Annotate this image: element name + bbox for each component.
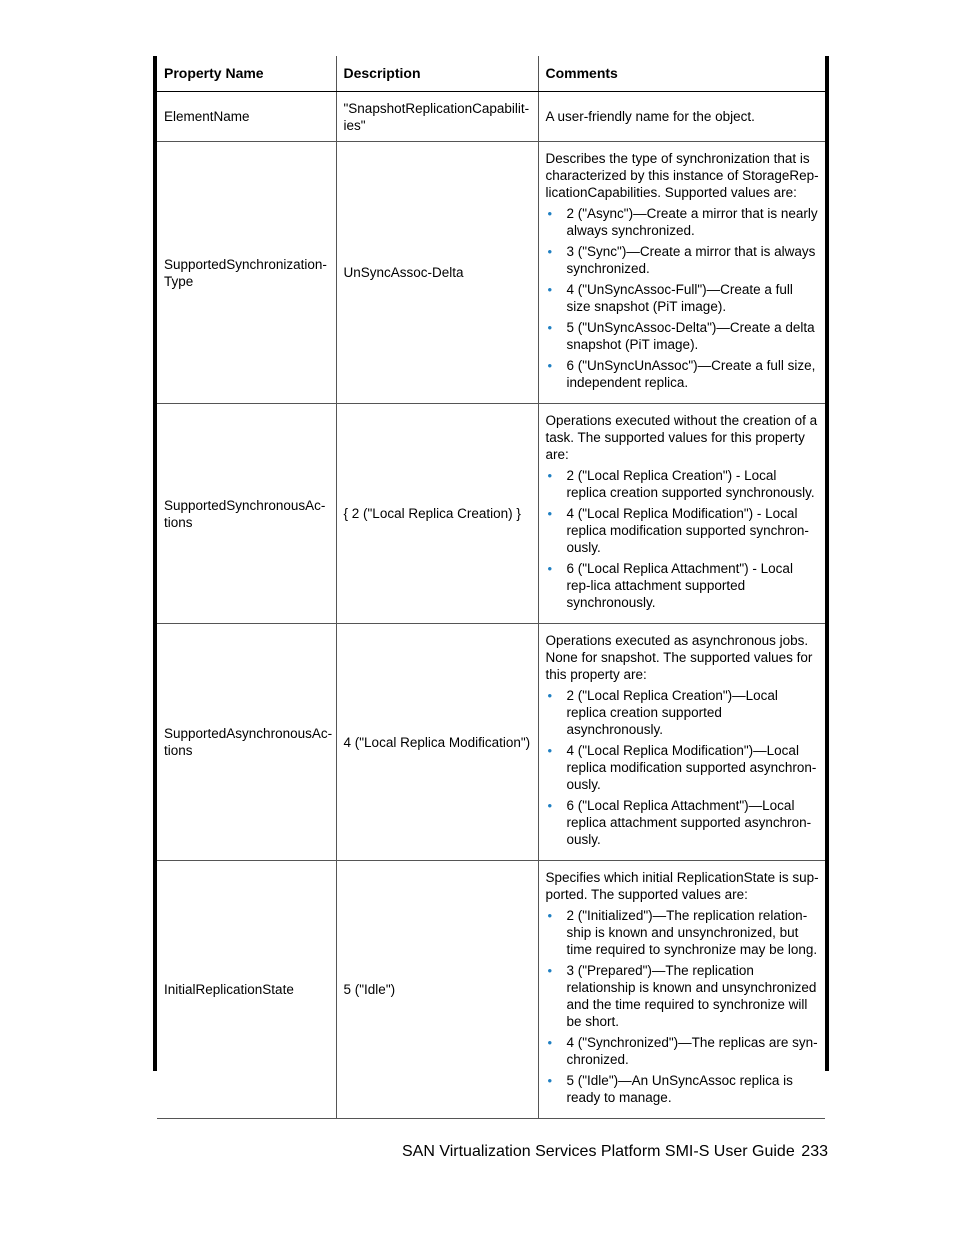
list-item-text: 6 ("UnSyncUnAssoc")—Create a full size, independent replica. bbox=[566, 358, 816, 390]
comments-cell bbox=[538, 861, 825, 1119]
bullet-icon: • bbox=[547, 743, 553, 758]
list-item-text: 4 ("Synchronized")—The replicas are syn-chronized. bbox=[566, 1035, 818, 1067]
bullet-icon: • bbox=[547, 688, 553, 703]
list-item bbox=[546, 243, 820, 277]
property-table bbox=[157, 56, 825, 1119]
table-row bbox=[157, 404, 825, 624]
bullet-icon: • bbox=[547, 908, 553, 923]
bullet-list bbox=[546, 907, 820, 1106]
description-cell: { 2 ("Local Replica Creation) } bbox=[336, 404, 538, 624]
property-name-cell: SupportedSynchronousAc-tions bbox=[157, 404, 336, 624]
table-row bbox=[157, 92, 825, 142]
comments-cell bbox=[538, 142, 825, 404]
table-header-row bbox=[157, 56, 825, 92]
description-cell: 4 ("Local Replica Modification") bbox=[336, 624, 538, 861]
header-description: Description bbox=[336, 56, 538, 92]
page-number: 233 bbox=[801, 1143, 828, 1160]
bullet-icon: • bbox=[547, 561, 553, 576]
comment-lead: Specifies which initial ReplicationState is sup-ported. The supported values are: bbox=[545, 870, 819, 902]
list-item-text: 4 ("UnSyncAssoc-Full")—Create a full size snapshot (PiT image). bbox=[566, 282, 793, 314]
bullet-icon: • bbox=[547, 206, 553, 221]
list-item bbox=[546, 962, 820, 1030]
comment-lead: Operations executed without the creation of a task. The supported values for this property are: bbox=[545, 413, 818, 462]
property-name-cell: InitialReplicationState bbox=[157, 861, 336, 1119]
list-item bbox=[546, 797, 820, 848]
list-item bbox=[546, 687, 820, 738]
list-item bbox=[546, 1034, 820, 1068]
comment-lead: A user-friendly name for the object. bbox=[545, 109, 755, 124]
list-item-text: 6 ("Local Replica Attachment") - Local rep-lica attachment supported synchronously. bbox=[566, 561, 793, 610]
list-item bbox=[546, 205, 820, 239]
header-property-name: Property Name bbox=[157, 56, 336, 92]
comments-cell bbox=[538, 624, 825, 861]
description-cell: 5 ("Idle") bbox=[336, 861, 538, 1119]
list-item-text: 4 ("Local Replica Modification")—Local replica modification supported asynchron-ously. bbox=[566, 743, 817, 792]
page-footer bbox=[402, 1143, 828, 1161]
list-item bbox=[546, 467, 820, 501]
comments-cell bbox=[538, 404, 825, 624]
table-row bbox=[157, 142, 825, 404]
list-item-text: 4 ("Local Replica Modification") - Local replica modification supported synchron-ously. bbox=[566, 506, 809, 555]
list-item-text: 2 ("Local Replica Creation")—Local replica creation supported asynchronously. bbox=[566, 688, 778, 737]
comment-lead: Operations executed as asynchronous jobs. None for snapshot. The supported values for this property are: bbox=[545, 633, 813, 682]
bullet-icon: • bbox=[547, 1073, 553, 1088]
property-name-cell: SupportedAsynchronousAc-tions bbox=[157, 624, 336, 861]
list-item-text: 5 ("Idle")—An UnSyncAssoc replica is ready to manage. bbox=[566, 1073, 793, 1105]
comments-cell bbox=[538, 92, 825, 142]
list-item-text: 2 ("Initialized")—The replication relation-ship is known and unsynchronized, but time required to synchronize may be long. bbox=[566, 908, 818, 957]
list-item-text: 3 ("Sync")—Create a mirror that is always synchronized. bbox=[566, 244, 816, 276]
bullet-icon: • bbox=[547, 506, 553, 521]
list-item-text: 2 ("Local Replica Creation") - Local replica creation supported synchronously. bbox=[566, 468, 815, 500]
footer-title: SAN Virtualization Services Platform SMI-S User Guide bbox=[402, 1143, 795, 1160]
bullet-icon: • bbox=[547, 282, 553, 297]
bullet-icon: • bbox=[547, 963, 553, 978]
header-comments: Comments bbox=[538, 56, 825, 92]
list-item-text: 5 ("UnSyncAssoc-Delta")—Create a delta snapshot (PiT image). bbox=[566, 320, 815, 352]
list-item bbox=[546, 319, 820, 353]
bullet-icon: • bbox=[547, 798, 553, 813]
description-cell: "SnapshotReplicationCapabilit-ies" bbox=[336, 92, 538, 142]
list-item bbox=[546, 357, 820, 391]
list-item bbox=[546, 742, 820, 793]
table-row bbox=[157, 624, 825, 861]
list-item-text: 6 ("Local Replica Attachment")—Local replica attachment supported asynchron-ously. bbox=[566, 798, 812, 847]
property-table-container bbox=[153, 56, 829, 1105]
bullet-icon: • bbox=[547, 358, 553, 373]
bullet-icon: • bbox=[547, 1035, 553, 1050]
list-item bbox=[546, 281, 820, 315]
list-item-text: 3 ("Prepared")—The replication relationship is known and unsynchronized and the time required to synchronize will be short. bbox=[566, 963, 817, 1029]
bullet-icon: • bbox=[547, 244, 553, 259]
bullet-list bbox=[546, 687, 820, 848]
list-item bbox=[546, 1072, 820, 1106]
table-row bbox=[157, 861, 825, 1119]
bullet-icon: • bbox=[547, 468, 553, 483]
bullet-list bbox=[546, 205, 820, 391]
property-name-cell: ElementName bbox=[157, 92, 336, 142]
property-name-cell: SupportedSynchronization-Type bbox=[157, 142, 336, 404]
description-cell: UnSyncAssoc-Delta bbox=[336, 142, 538, 404]
comment-lead: Describes the type of synchronization that is characterized by this instance of StorageRep-licationCapabilities. Supported values are: bbox=[545, 151, 819, 200]
list-item bbox=[546, 505, 820, 556]
bullet-list bbox=[546, 467, 820, 611]
list-item bbox=[546, 560, 820, 611]
list-item bbox=[546, 907, 820, 958]
list-item-text: 2 ("Async")—Create a mirror that is nearly always synchronized. bbox=[566, 206, 818, 238]
bullet-icon: • bbox=[547, 320, 553, 335]
